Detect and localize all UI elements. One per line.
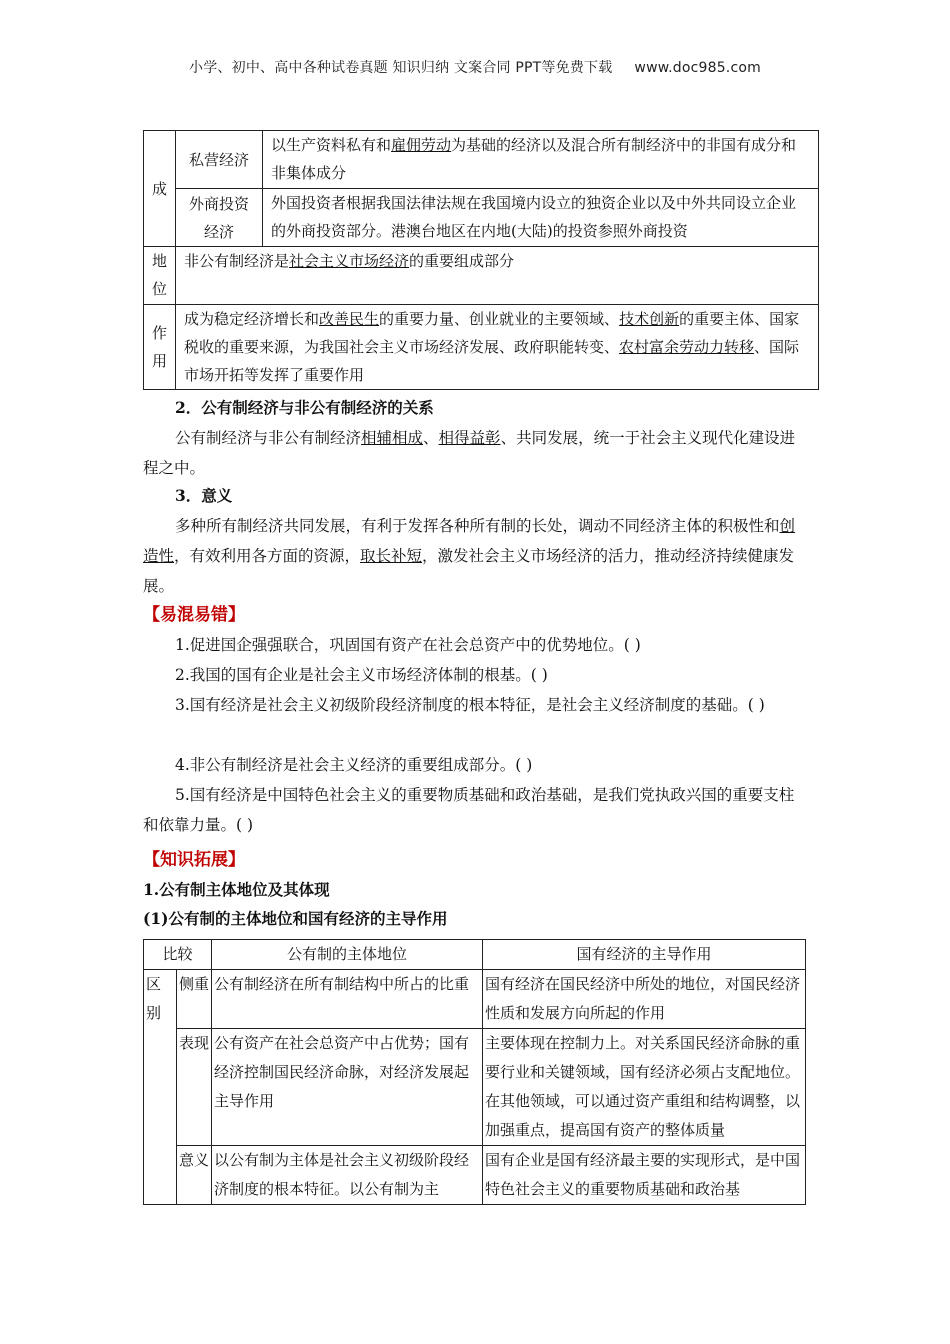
label-status: 地位 xyxy=(144,247,176,305)
label-foreign: 外商投资经济 xyxy=(176,189,263,247)
label-role: 作用 xyxy=(144,305,176,390)
label-private: 私营经济 xyxy=(176,131,263,189)
label-focus: 侧重 xyxy=(177,970,212,1029)
comparison-table xyxy=(143,939,806,1205)
confuse-item-5: 5.国有经济是中国特色社会主义的重要物质基础和政治基础，是我们党执政兴国的重要支柱和依靠力量。( ) xyxy=(143,786,795,834)
label-meaning: 意义 xyxy=(177,1146,212,1205)
expand-h2: (1)公有制的主体地位和国有经济的主导作用 xyxy=(143,909,448,928)
focus-state: 国有经济在国民经济中所处的地位，对国民经济性质和发展方向所起的作用 xyxy=(483,970,806,1029)
header-url[interactable]: www.doc985.com xyxy=(634,60,761,76)
expand-title: 【知识拓展】 xyxy=(143,850,245,870)
head-public: 公有制的主体地位 xyxy=(212,940,483,970)
meaning-public: 以公有制为主体是社会主义初级阶段经济制度的根本特征。以公有制为主 xyxy=(212,1146,483,1205)
sec3-body: 多种所有制经济共同发展，有利于发挥各种所有制的长处，调动不同经济主体的积极性和创造性，有效利用各方面的资源，取长补短，激发社会主义市场经济的活力，推动经济持续健康发展。 xyxy=(143,517,796,595)
expand-h1: 1.公有制主体地位及其体现 xyxy=(143,880,330,899)
confuse-item-4: 4.非公有制经济是社会主义经济的重要组成部分。( ) xyxy=(175,756,533,774)
text-foreign: 外国投资者根据我国法律法规在我国境内设立的独资企业以及中外共同设立企业的外商投资部分。港澳台地区在内地(大陆)的投资参照外商投资 xyxy=(263,189,819,247)
confuse-item-3: 3.国有经济是社会主义初级阶段经济制度的根本特征，是社会主义经济制度的基础。( ) xyxy=(175,696,765,714)
sec3-title: 3．意义 xyxy=(175,486,233,505)
head-state: 国有经济的主导作用 xyxy=(483,940,806,970)
confuse-item-1: 1.促进国企强强联合，巩固国有资产在社会总资产中的优势地位。( ) xyxy=(175,636,641,654)
text-role: 成为稳定经济增长和改善民生的重要力量、创业就业的主要领域、技术创新的重要主体、国家税收的重要来源，为我国社会主义市场经济发展、政府职能转变、农村富余劳动力转移、国际市场开拓等发挥了重要作用 xyxy=(176,305,819,390)
meaning-state: 国有企业是国有经济最主要的实现形式，是中国特色社会主义的重要物质基础和政治基 xyxy=(483,1146,806,1205)
manifest-public: 公有资产在社会总资产中占优势；国有经济控制国民经济命脉，对经济发展起主导作用 xyxy=(212,1029,483,1146)
ownership-table xyxy=(143,130,819,390)
sec2-title: 2．公有制经济与非公有制经济的关系 xyxy=(175,398,434,417)
manifest-state: 主要体现在控制力上。对关系国民经济命脉的重要行业和关键领域，国有经济必须占支配地位。在其他领域，可以通过资产重组和结构调整，以加强重点，提高国有资产的整体质量 xyxy=(483,1029,806,1146)
focus-public: 公有制经济在所有制结构中所占的比重 xyxy=(212,970,483,1029)
cell-cheng: 成 xyxy=(144,131,176,247)
text-private: 以生产资料私有和雇佣劳动为基础的经济以及混合所有制经济中的非国有成分和非集体成分 xyxy=(263,131,819,189)
confuse-item-2: 2.我国的国有企业是社会主义市场经济体制的根基。( ) xyxy=(175,666,548,684)
head-compare: 比较 xyxy=(144,940,212,970)
text-status: 非公有制经济是社会主义市场经济的重要组成部分 xyxy=(176,247,819,305)
sec2-body: 公有制经济与非公有制经济相辅相成、相得益彰、共同发展，统一于社会主义现代化建设进程之中。 xyxy=(143,429,796,477)
group-diff: 区别 xyxy=(144,970,177,1205)
confuse-title: 【易混易错】 xyxy=(143,605,245,625)
label-manifest: 表现 xyxy=(177,1029,212,1146)
page-header xyxy=(0,57,950,77)
header-text: 小学、初中、高中各种试卷真题 知识归纳 文案合同 PPT等免费下载 xyxy=(189,60,613,76)
